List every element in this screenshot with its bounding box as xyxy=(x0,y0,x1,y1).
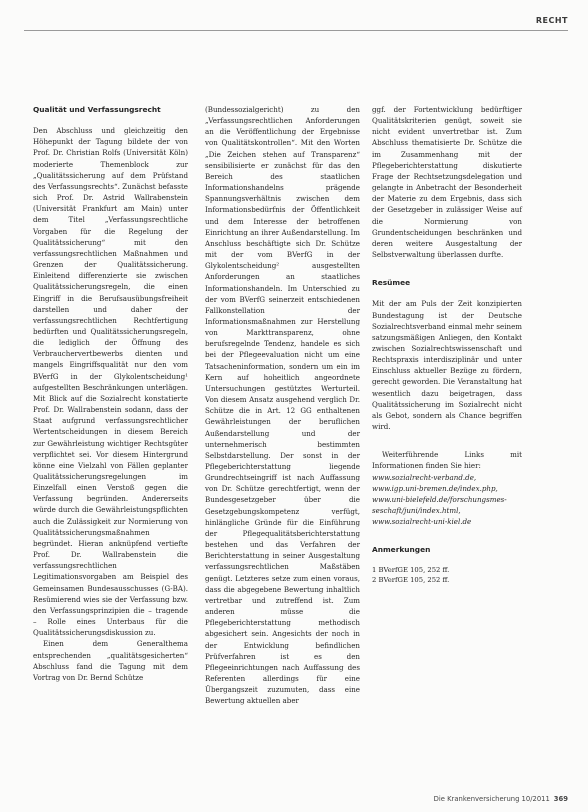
section-label: RECHT xyxy=(535,16,568,25)
footnote-item: 2 BVerfGE 105, 252 ff. xyxy=(372,576,450,585)
page-footer xyxy=(434,795,568,803)
links-intro: Weiterführende Links mit Informationen finden Sie hier: xyxy=(372,450,522,471)
column-1 xyxy=(33,104,188,683)
link-item[interactable]: www.sozialrecht-verband.de, xyxy=(372,472,477,482)
link-item[interactable]: www.igp.uni-bremen.de/index.php, xyxy=(372,483,498,493)
paragraph: ggf. der Fortentwicklung bedürftiger Qualitätskriterien genügt, soweit sie nicht evident unvertretbar ist. Zum Abschluss thematisierte Dr. Schütze die im Zusammenhang mit der Pflegeberichterstattung diskutierte Frage der Rechtsetzungsdelegation und gelangte in Anbetracht der Besonderheit der Materie zu dem Ergebnis, dass sich der Gesetzgeber in zulässiger Weise auf die Normierung von Grundentscheidungen beschränken und deren weitere Ausgestaltung der Selbstverwaltung überlassen durfte. xyxy=(372,105,522,260)
footnote-list xyxy=(372,565,522,585)
page-number: 369 xyxy=(553,795,568,803)
journal-title: Die Krankenversicherung 10/2011 xyxy=(433,795,550,803)
paragraph: Den Abschluss und gleichzeitig den Höhepunkt der Tagung bildete der von Prof. Dr. Christian Rolfs (Universität Köln) moderierte Themenblock zur „Qualitätssicherung auf dem Prüfstand des Verfassungsrechts“. Zunächst befasste sich Prof. Dr. Astrid Wallrabenstein (Universität Frankfurt am Main) unter dem Titel „Verfassungsrechtliche Vorgaben für die Regelung der Qualitätssicherung“ mit den verfassungsrechtlichen Maßnahmen und Grenzen der Qualitätssicherung. Einleitend differenzierte sie zwischen Qualitätssicherungsregeln, die einen Eingriff in die Berufsausübungsfreiheit darstellen und daher der verfassungsrechtlichen Rechtfertigung bedürften und Qualitätssicherungsregeln, die lediglich der Öffnung des Verbrauchervertbewerbs dienten und mangels Eingriffsqualität nur den vom BVerfG in der Glykolentscheidung¹ aufgestellten Beschränkungen unterlägen. Mit Blick auf die Sozialrecht konstatierte Prof. Dr. Wallrabenstein sodann, dass der Staat aufgrund verfassungsrechtlicher Wertentscheidungen in diesem Bereich zur Gewährleistung wichtiger Rechtsgüter verpflichtet sei. Vor diesem Hintergrund könne eine Vielzahl von Fällen geplanter Qualitätssicherungsregelungen im Einzelfall einen Verstoß gegen die Verfassung begründen. Andererseits würde durch die Gewährleistungspflichten auch die Zulässigkeit zur Normierung von Qualitätssicherungsmaßnahmen begründet. Hieran anknüpfend vertiefte Prof. Dr. Wallrabenstein die verfassungsrechtlichen Legitimationsvorgaben am Beispiel des Gemeinsamen Bundesausschusses (G-BA). Resümierend wies sie der Verfassung bzw. den Verfassungsprinzipien die – tragende – Rolle eines Unterbaus für die Qualitätssicherungsdiskussion zu. xyxy=(33,126,188,638)
paragraph: (Bundessozialgericht) zu den „Verfassungsrechtlichen Anforderungen an die Veröffentlichung der Ergebnisse von Qualitätskontrollen“. Mit den Worten „Die Zeichen stehen auf Transparenz“ sensibilisierte er zunächst für das den Bereich des staatlichen Informationshandelns prägende Spannungsverhältnis zwischen dem Informationsbedürfnis der Öffentlichkeit und dem Interesse der betroffenen Einrichtung an ihrer Außendarstellung. Im Anschluss beschäftigte sich Dr. Schütze mit der vom BVerfG in der Glykolentscheidung² ausgestellten Anforderungen an staatliches Informationshandeln. Im Unterschied zu der vom BVerfG seinerzeit entschiedenen Fallkonstellation der Informationsmaßnahmen zur Herstellung von Markttransparenz, ohne berufsregelnde Tendenz, handele es sich bei der Pflegeevaluation nicht um eine Tatsacheninformation, sondern um ein im Kern auf hoheitlich angeordnete Untersuchungen gestütztes Werturteil. Von diesem Ansatz ausgehend verglich Dr. Schütze die in Art. 12 GG enthaltenen Gewährleistungen der beruflichen Außendarstellung und der unternehmerisch bestimmten Selbstdarstellung. Der sonst in der Pflegeberichterstattung liegende Grundrechtseingriff ist nach Auffassung von Dr. Schütze gerechtfertigt, wenn der Bundesgesetzgeber über die Gesetzgebungskompetenz verfügt, hinlängliche Gründe für die Einführung der Pflegequalitätsberichterstattung bestehen und das Verfahren der Berichterstattung in seiner Ausgestaltung verfassungsrechtlichen Maßstäben genügt. Letzteres setze zum einen voraus, dass die abgegebene Bewertung inhaltlich vertretbar und zutreffend ist. Zum anderen müsse die Pflegeberichterstattung methodisch abgesichert sein. Angesichts der noch in der Entwicklung befindlichen Prüfverfahren ist es den Pflegeeinrichtungen nach Auffassung des Referenten allerdings für eine Übergangszeit zuzumuten, dass eine Bewertung aktuellen aber xyxy=(205,105,360,706)
paragraph: Mit der am Puls der Zeit konzipierten Bundestagung ist der Deutsche Sozialrechtsverband einmal mehr seinem satzungsmäßigen Anliegen, den Kontakt zwischen Sozialrechtswissenschaft und Rechtspraxis interdisziplinär und unter Einschluss aktueller Bezüge zu fördern, gerecht geworden. Die Veranstaltung hat wesentlich dazu beigetragen, dass Qualitätssicherung im Sozialrecht nicht als Gebot, sondern als Chance begriffen wird. xyxy=(372,299,522,432)
header-rule xyxy=(24,30,568,31)
link-item[interactable]: www.uni-bielefeld.de/forschungsmes- xyxy=(372,494,507,504)
column-2 xyxy=(205,104,360,706)
section-heading-resuemee: Resümee xyxy=(372,278,411,288)
section-heading-anmerkungen: Anmerkungen xyxy=(372,545,431,555)
paragraph: Einen dem Generalthema entsprechenden „qualitätsgesicherten“ Abschluss fand die Tagung mit dem Vortrag von Dr. Bernd Schütze xyxy=(33,639,188,682)
link-list xyxy=(372,472,522,528)
link-item[interactable]: www.sozialrecht-uni-kiel.de xyxy=(372,517,472,527)
footnote-item: 1 BVerfGE 105, 252 ff. xyxy=(372,566,450,575)
section-heading-qualitaet: Qualität und Verfassungsrecht xyxy=(33,105,161,114)
column-3 xyxy=(372,104,522,585)
link-item[interactable]: seschaft/juni/index.html, xyxy=(372,506,461,515)
